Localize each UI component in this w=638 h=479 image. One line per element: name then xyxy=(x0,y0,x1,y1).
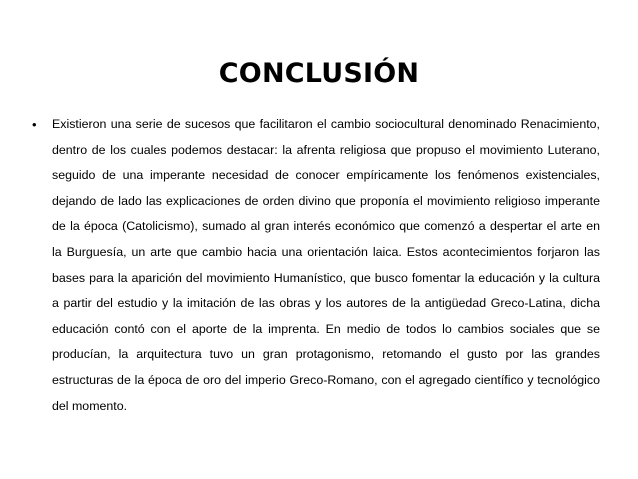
slide-title: CONCLUSIÓN xyxy=(218,58,420,89)
bullet-item xyxy=(32,112,600,419)
conclusion-paragraph: Existieron una serie de sucesos que facilitaron el cambio sociocultural denominado Renacimiento, dentro de los cuales podemos destacar: la afrenta religiosa que propuso el movimiento Luterano, seguido de una imperante necesidad de conocer empíricamente los fenómenos existenciales, dejando de lado las explicaciones de orden divino que proponía el movimiento religioso imperante de la época (Catolicismo), sumado al gran interés económico que comenzó a despertar el arte en la Burguesía, un arte que cambio hacia una orientación laica. Estos acontecimientos forjaron las bases para la aparición del movimiento Humanístico, que busco fomentar la educación y la cultura a partir del estudio y la imitación de las obras y los autores de la antigüedad Greco-Latina, dicha educación contó con el aporte de la imprenta. En medio de todos lo cambios sociales que se producían, la arquitectura tuvo un gran protagonismo, retomando el gusto por las grandes estructuras de la época de oro del imperio Greco-Romano, con el agregado científico y tecnológico del momento. xyxy=(52,117,600,413)
bullet-icon: • xyxy=(32,117,37,132)
